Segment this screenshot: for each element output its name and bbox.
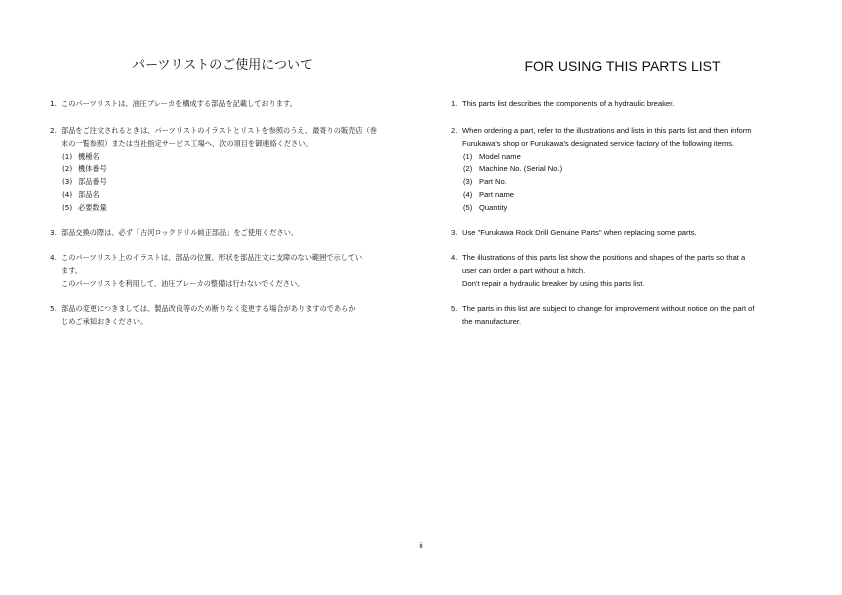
jp-item-4 bbox=[50, 252, 395, 290]
en-item-2 bbox=[451, 125, 794, 215]
jp-item-5-number: 5. bbox=[50, 304, 57, 313]
jp-item-1-number: 1. bbox=[50, 99, 57, 108]
en-item-2-line-2: Furukawa's shop or Furukawa's designated service factory of the following items. bbox=[462, 138, 735, 148]
jp-item-4-line-3: このパーツリストを利用して、油圧ブレーカの整備は行わないでください。 bbox=[61, 278, 305, 288]
jp-sub-item-5: (5) 必要数量 bbox=[62, 202, 107, 212]
jp-item-1-line-1: このパーツリストは、油圧ブレーカを構成する部品を記載しております。 bbox=[61, 99, 297, 108]
en-sub-item-4: (4) Part name bbox=[463, 189, 515, 199]
en-item-2-number: 2. bbox=[451, 126, 458, 135]
jp-item-5-line-2: じめご承知おきください。 bbox=[61, 316, 148, 326]
jp-item-4-line-2: ます。 bbox=[61, 265, 82, 275]
english-title: FOR USING THIS PARTS LIST bbox=[524, 58, 721, 74]
jp-sub-item-4: (4) 部品名 bbox=[62, 189, 100, 199]
jp-item-3 bbox=[50, 227, 395, 240]
jp-item-1 bbox=[50, 98, 395, 111]
en-item-5-number: 5. bbox=[451, 304, 458, 313]
en-item-5 bbox=[451, 303, 794, 329]
en-item-2-line-1: When ordering a part, refer to the illustrations and lists in this parts list and then inform bbox=[462, 126, 752, 135]
jp-sub-item-2: (2) 機体番号 bbox=[62, 164, 107, 174]
jp-sub-item-1: (1) 機種名 bbox=[62, 151, 100, 161]
en-item-3-number: 3. bbox=[451, 228, 458, 237]
en-item-4-number: 4. bbox=[451, 253, 458, 262]
en-item-1-number: 1. bbox=[451, 99, 458, 108]
en-item-4-line-1: The illustrations of this parts list show the positions and shapes of the parts so that a bbox=[462, 253, 746, 262]
en-item-1 bbox=[451, 98, 794, 111]
jp-item-4-number: 4. bbox=[50, 253, 57, 262]
jp-sub-item-3: (3) 部品番号 bbox=[62, 177, 107, 187]
page-number: ii bbox=[419, 541, 423, 550]
en-item-4-line-2: user can order a part without a hitch. bbox=[462, 265, 586, 275]
jp-item-5-line-1: 部品の変更につきましては、製品改良等のため断りなく変更する場合がありますのであらか bbox=[61, 304, 356, 313]
jp-item-2-line-1: 部品をご注文されるときは、パーツリストのイラストとリストを参照のうえ、最寄りの販売店（巻 bbox=[61, 126, 377, 135]
jp-item-2-line-2: 末の一覧参照）または当社指定サービス工場へ、次の項目を御連絡ください。 bbox=[61, 138, 313, 148]
japanese-title: パーツリストのご使用について bbox=[132, 58, 313, 73]
en-item-4-line-3: Don't repair a hydraulic breaker by using this parts list. bbox=[462, 278, 645, 288]
en-item-4 bbox=[451, 252, 794, 290]
jp-item-3-number: 3. bbox=[50, 228, 57, 237]
jp-item-3-line-1: 部品交換の際は、必ず「古河ロックドリル純正部品」をご使用ください。 bbox=[61, 228, 299, 237]
en-sub-item-1: (1) Model name bbox=[463, 151, 521, 161]
jp-item-5 bbox=[50, 303, 395, 329]
en-item-3 bbox=[451, 227, 794, 240]
en-item-5-line-1: The parts in this list are subject to change for improvement without notice on the part of bbox=[462, 304, 755, 313]
en-sub-item-5: (5) Quantity bbox=[463, 202, 508, 212]
jp-item-4-line-1: このパーツリスト上のイラストは、部品の位置、形状を部品注文に支障のない範囲で示してい bbox=[61, 253, 363, 262]
en-sub-item-3: (3) Part No. bbox=[463, 177, 507, 187]
jp-item-2-number: 2. bbox=[50, 126, 57, 135]
en-item-3-line-1: Use "Furukawa Rock Drill Genuine Parts" when replacing some parts. bbox=[462, 228, 697, 237]
jp-item-2 bbox=[50, 125, 395, 215]
en-item-5-line-2: the manufacturer. bbox=[462, 316, 522, 326]
en-item-1-line-1: This parts list describes the components of a hydraulic breaker. bbox=[462, 99, 675, 108]
en-sub-item-2: (2) Machine No. (Serial No.) bbox=[463, 164, 563, 174]
